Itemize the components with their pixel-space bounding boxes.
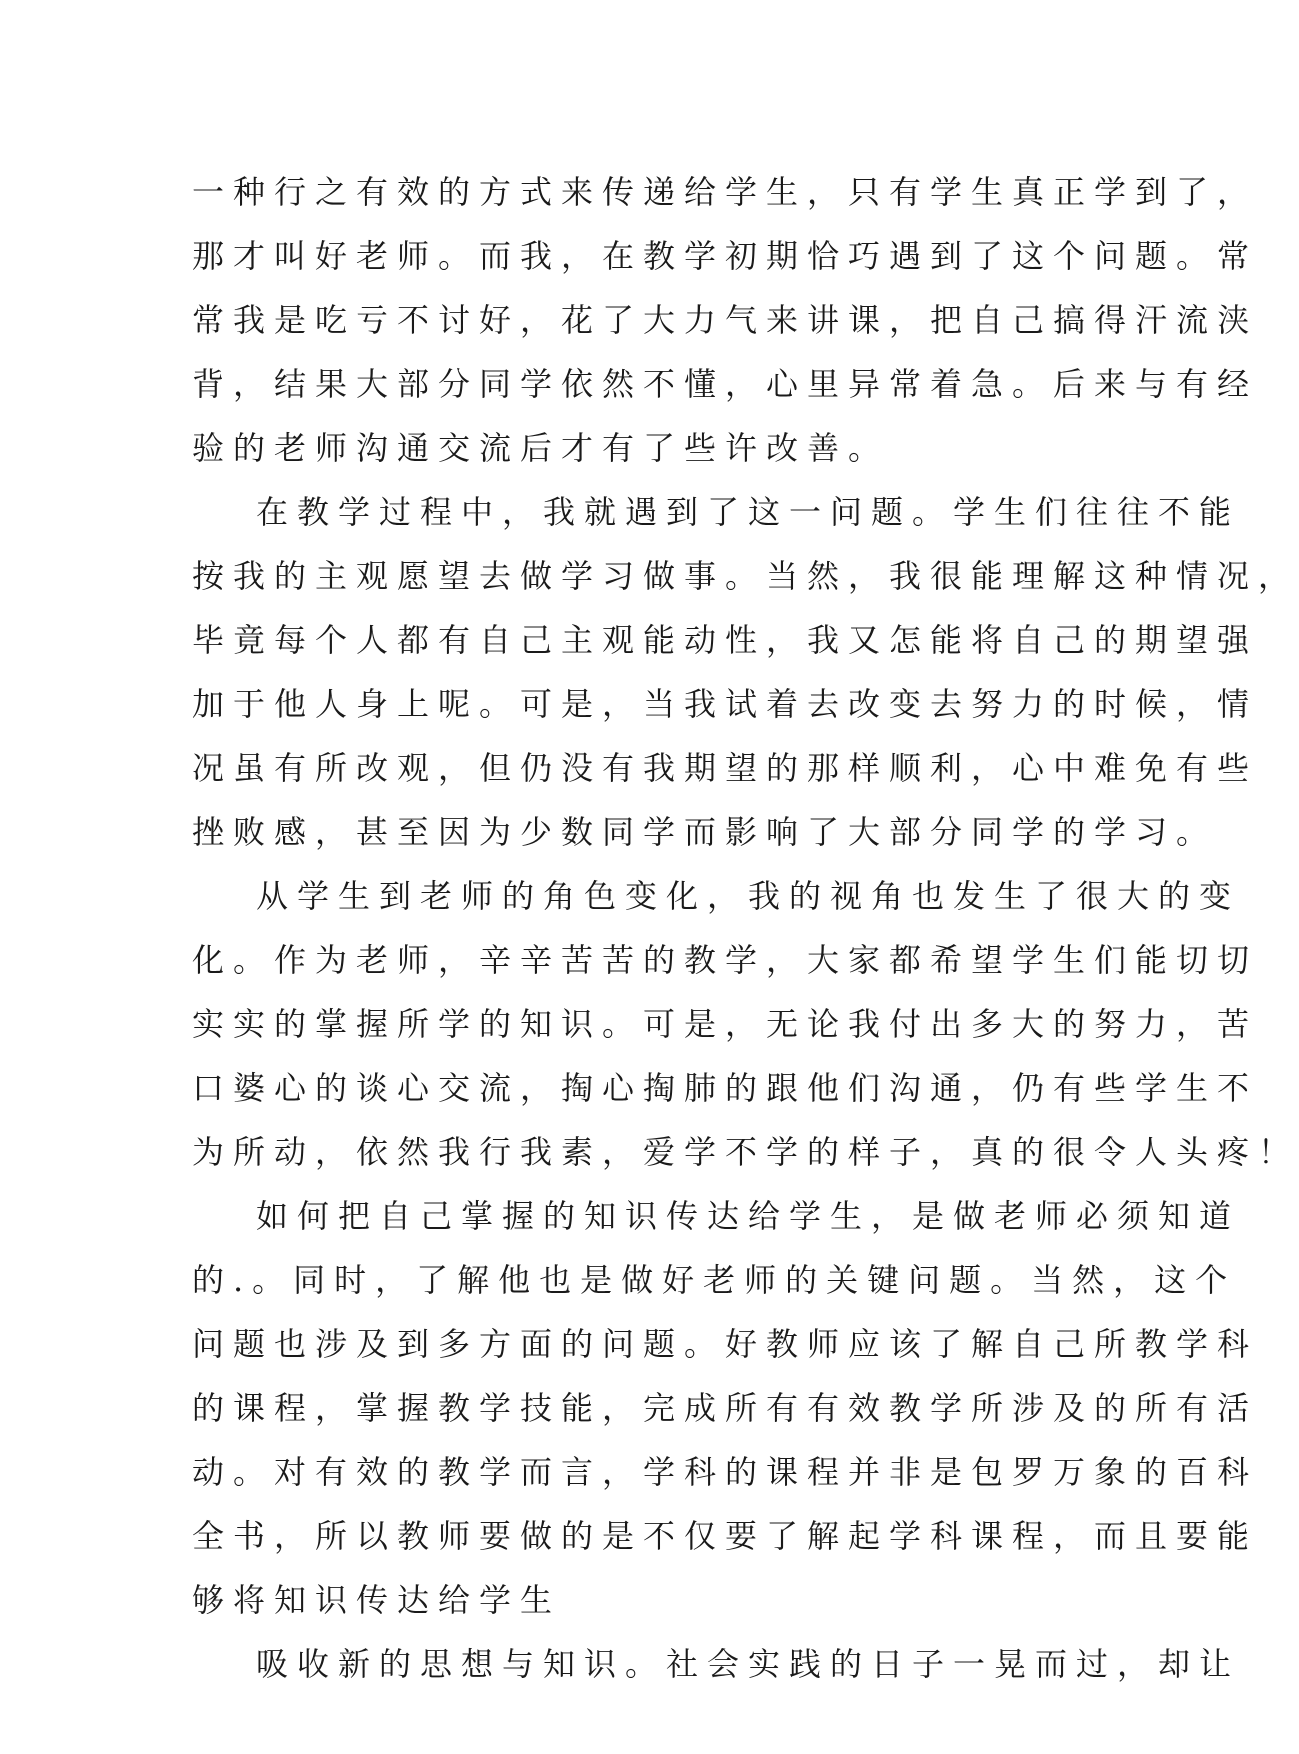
paragraph-first-line: 从学生到老师的角色变化，我的视角也发生了很大的变 xyxy=(256,877,1241,915)
text-line: 常我是吃亏不讨好，花了大力气来讲课，把自己搞得汗流浃 xyxy=(192,301,1259,339)
text-line: 够将知识传达给学生 xyxy=(192,1581,562,1619)
text-line: 按我的主观愿望去做学习做事。当然，我很能理解这种情况， xyxy=(192,557,1299,595)
paragraph-first-line: 如何把自己掌握的知识传达给学生，是做老师必须知道 xyxy=(256,1197,1241,1235)
text-line: 为所动，依然我行我素，爱学不学的样子，真的很令人头疼！ xyxy=(192,1133,1299,1171)
paragraph-first-line: 在教学过程中，我就遇到了这一问题。学生们往往不能 xyxy=(256,493,1241,531)
text-line: 口婆心的谈心交流，掏心掏肺的跟他们沟通，仍有些学生不 xyxy=(192,1069,1259,1107)
text-line: 毕竟每个人都有自己主观能动性，我又怎能将自己的期望强 xyxy=(192,621,1259,659)
text-line: 那才叫好老师。而我，在教学初期恰巧遇到了这个问题。常 xyxy=(192,237,1259,275)
text-line: 一种行之有效的方式来传递给学生，只有学生真正学到了， xyxy=(192,173,1259,211)
text-line: 验的老师沟通交流后才有了些许改善。 xyxy=(192,429,890,467)
text-line: 问题也涉及到多方面的问题。好教师应该了解自己所教学科 xyxy=(192,1325,1259,1363)
body-text xyxy=(192,160,1299,1696)
text-line: 加于他人身上呢。可是，当我试着去改变去努力的时候，情 xyxy=(192,685,1259,723)
text-line: 实实的掌握所学的知识。可是，无论我付出多大的努力，苦 xyxy=(192,1005,1259,1043)
text-line: 全书，所以教师要做的是不仅要了解起学科课程，而且要能 xyxy=(192,1517,1259,1555)
text-line: 的课程，掌握教学技能，完成所有有效教学所涉及的所有活 xyxy=(192,1389,1259,1427)
text-line: 况虽有所改观，但仍没有我期望的那样顺利，心中难免有些 xyxy=(192,749,1259,787)
text-line: 挫败感，甚至因为少数同学而影响了大部分同学的学习。 xyxy=(192,813,1218,851)
text-line: 的.。同时，了解他也是做好老师的关键问题。当然，这个 xyxy=(192,1261,1237,1299)
text-line: 动。对有效的教学而言，学科的课程并非是包罗万象的百科 xyxy=(192,1453,1259,1491)
text-line: 化。作为老师，辛辛苦苦的教学，大家都希望学生们能切切 xyxy=(192,941,1259,979)
text-line: 背，结果大部分同学依然不懂，心里异常着急。后来与有经 xyxy=(192,365,1259,403)
paragraph-first-line: 吸收新的思想与知识。社会实践的日子一晃而过，却让 xyxy=(256,1645,1241,1683)
